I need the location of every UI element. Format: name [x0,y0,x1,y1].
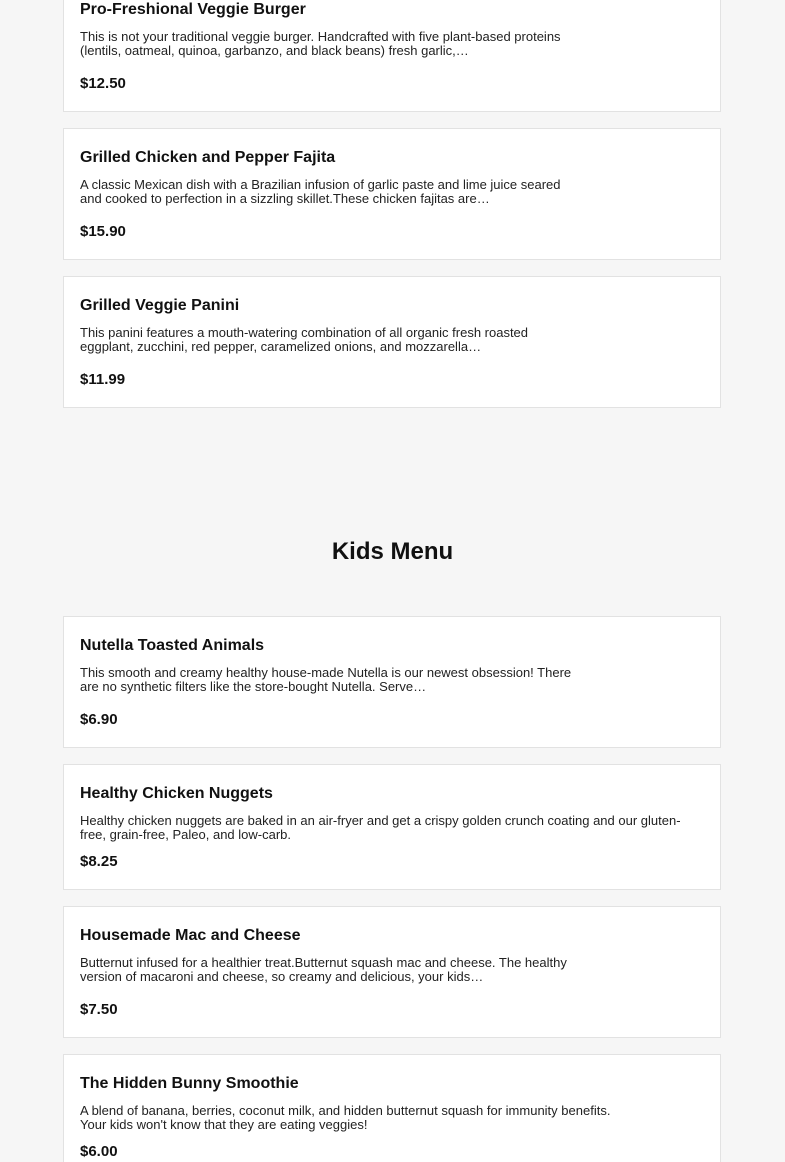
menu-item-description: Healthy chicken nuggets are baked in an air-fryer and get a crispy golden crunch coating and our gluten-free, grain-free, Paleo, and low-carb. [80,814,681,842]
menu-item-description: Butternut infused for a healthier treat.Butternut squash mac and cheese. The healthy version of macaroni and cheese, so creamy and delicious, your kids… [80,956,567,984]
menu-item-price: $6.00 [80,1143,118,1160]
menu-item-price: $15.90 [80,223,126,240]
menu-item-name: Grilled Veggie Panini [80,297,240,314]
menu-item-price: $8.25 [80,853,118,870]
menu-item-name: The Hidden Bunny Smoothie [80,1075,299,1092]
menu-item-description: This is not your traditional veggie burger. Handcrafted with five plant-based proteins (lentils, oatmeal, quinoa, garbanzo, and black beans) fresh garlic,… [80,30,561,58]
menu-item-card[interactable] [63,906,721,1038]
menu-item-description: This smooth and creamy healthy house-made Nutella is our newest obsession! There are no synthetic filters like the store-bought Nutella. Serve… [80,666,572,694]
menu-item-price: $11.99 [80,371,126,388]
menu-item-card[interactable] [63,0,721,112]
menu-item-card[interactable] [63,128,721,260]
menu-item-price: $12.50 [80,75,126,92]
menu-item-name: Pro-Freshional Veggie Burger [80,1,306,18]
menu-item-name: Nutella Toasted Animals [80,637,265,654]
menu-item-card[interactable] [63,276,721,408]
menu-item-price: $6.90 [80,711,118,728]
menu-item-description: A classic Mexican dish with a Brazilian infusion of garlic paste and lime juice seared and cooked to perfection in a sizzling skillet.These chicken fajitas are… [80,178,561,206]
menu-item-name: Housemade Mac and Cheese [80,927,301,944]
menu-item-card[interactable] [63,616,721,748]
menu-item-name: Grilled Chicken and Pepper Fajita [80,149,336,166]
menu-item-name: Healthy Chicken Nuggets [80,785,273,802]
menu-item-description: A blend of banana, berries, coconut milk, and hidden butternut squash for immunity benefits. Your kids won't know that they are eating veggies! [80,1104,611,1132]
menu-item-price: $7.50 [80,1001,118,1018]
menu-item-description: This panini features a mouth-watering combination of all organic fresh roasted eggplant, zucchini, red pepper, caramelized onions, and mozzarella… [80,326,529,354]
menu-item-card[interactable] [63,764,721,890]
section-title-kids-menu: Kids Menu [331,538,454,565]
menu-item-card[interactable] [63,1054,721,1162]
